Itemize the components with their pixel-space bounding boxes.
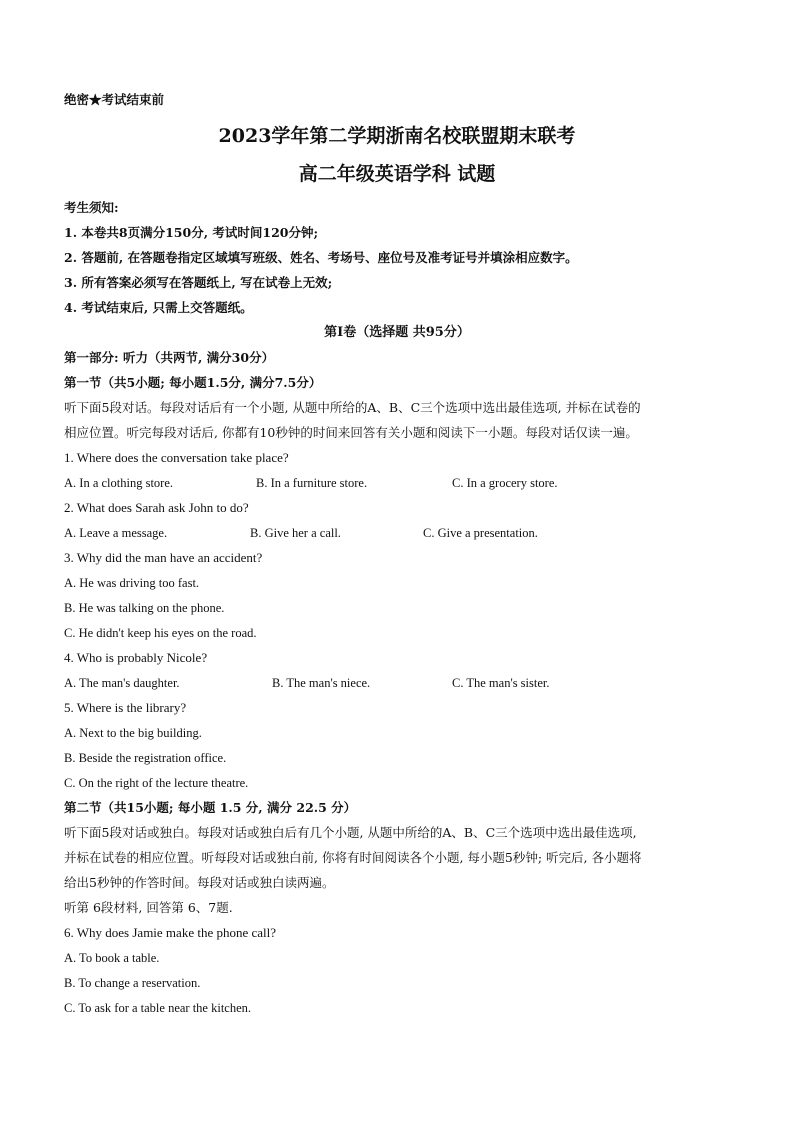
question-stem: 2. What does Sarah ask John to do?	[64, 500, 249, 515]
option-c: C. Give a presentation.	[423, 526, 538, 540]
option-b: B. To change a reservation.	[64, 976, 201, 990]
volume-heading: 第I卷（选择题 共95分）	[324, 325, 470, 340]
material-note: 听第 6段材料, 回答第 6、7题.	[64, 900, 233, 915]
notice-item: 3. 所有答案必须写在答题纸上, 写在试卷上无效;	[64, 275, 333, 290]
notice-heading: 考生须知:	[64, 200, 119, 215]
option-b: B. He was talking on the phone.	[64, 601, 225, 615]
section2-instruction: 并标在试卷的相应位置。听每段对话或独白前, 你将有时间阅读各个小题, 每小题5秒钟; 听完后, 各小题将	[64, 850, 642, 865]
notice-item: 2. 答题前, 在答题卷指定区域填写班级、姓名、考场号、座位号及准考证号并填涂相应数字。	[64, 250, 578, 265]
notice-item: 4. 考试结束后, 只需上交答题纸。	[64, 300, 253, 315]
confidential-label: 绝密★考试结束前	[64, 92, 165, 107]
option-a: A. The man's daughter.	[64, 676, 180, 690]
section1-instruction: 听下面5段对话。每段对话后有一个小题, 从题中所给的A、B、C三个选项中选出最佳选项, 并标在试卷的	[64, 400, 641, 415]
option-c: C. He didn't keep his eyes on the road.	[64, 626, 257, 640]
option-c: C. In a grocery store.	[452, 476, 558, 490]
part1-heading: 第一部分: 听力（共两节, 满分30分）	[64, 350, 275, 365]
question-stem: 5. Where is the library?	[64, 700, 187, 715]
option-b: B. In a furniture store.	[256, 476, 368, 490]
section2-instruction: 听下面5段对话或独白。每段对话或独白后有几个小题, 从题中所给的A、B、C三个选项中选出最佳选项,	[64, 825, 637, 840]
option-c: C. The man's sister.	[452, 676, 550, 690]
exam-subtitle: 高二年级英语学科 试题	[298, 163, 496, 185]
question-stem: 6. Why does Jamie make the phone call?	[64, 925, 277, 940]
option-a: A. To book a table.	[64, 951, 160, 965]
option-c: C. On the right of the lecture theatre.	[64, 776, 249, 790]
option-a: A. Leave a message.	[64, 526, 168, 540]
notice-item: 1. 本卷共8页满分150分, 考试时间120分钟;	[64, 225, 319, 240]
option-b: B. Beside the registration office.	[64, 751, 227, 765]
option-a: A. Next to the big building.	[64, 726, 202, 740]
exam-title: 2023学年第二学期浙南名校联盟期末联考	[218, 125, 576, 147]
option-b: B. Give her a call.	[250, 526, 341, 540]
section1-heading: 第一节（共5小题; 每小题1.5分, 满分7.5分）	[64, 375, 322, 390]
question-stem: 3. Why did the man have an accident?	[64, 550, 263, 565]
section1-instruction: 相应位置。听完每段对话后, 你都有10秒钟的时间来回答有关小题和阅读下一小题。每段对话仅读一遍。	[64, 425, 638, 440]
option-b: B. The man's niece.	[272, 676, 371, 690]
question-stem: 1. Where does the conversation take place?	[64, 450, 289, 465]
option-c: C. To ask for a table near the kitchen.	[64, 1001, 252, 1015]
question-stem: 4. Who is probably Nicole?	[64, 650, 208, 665]
section2-heading: 第二节（共15小题; 每小题 1.5 分, 满分 22.5 分）	[64, 800, 357, 815]
option-a: A. He was driving too fast.	[64, 576, 200, 590]
section2-instruction: 给出5秒钟的作答时间。每段对话或独白读两遍。	[64, 875, 335, 890]
option-a: A. In a clothing store.	[64, 476, 174, 490]
